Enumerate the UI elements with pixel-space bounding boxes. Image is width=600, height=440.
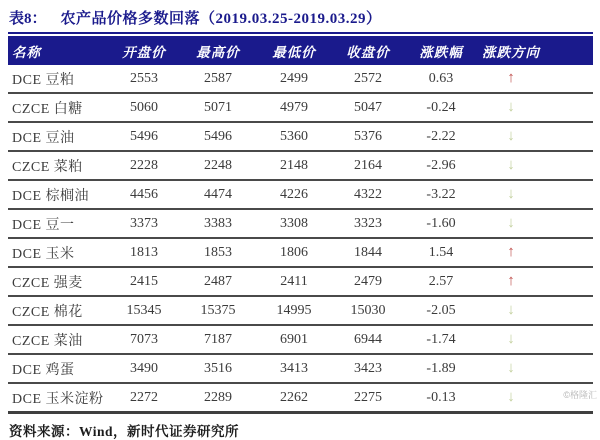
open-price: 15345: [108, 296, 180, 325]
low-price: 5360: [256, 122, 332, 151]
commodity-name: CZCE 白糖: [8, 93, 108, 122]
change-percent: -0.24: [404, 93, 478, 122]
commodity-name: DCE 玉米淀粉: [8, 383, 108, 413]
col-header-open: 开盘价: [122, 44, 166, 60]
change-percent: -0.13: [404, 383, 478, 413]
commodity-name: CZCE 棉花: [8, 296, 108, 325]
direction-cell: [478, 122, 593, 151]
low-price: 4226: [256, 180, 332, 209]
change-percent: -1.74: [404, 325, 478, 354]
high-price: 3383: [180, 209, 256, 238]
down-arrow-icon: ↓: [507, 185, 515, 202]
table-row: [8, 238, 593, 267]
low-price: 3413: [256, 354, 332, 383]
high-price: 4474: [180, 180, 256, 209]
direction-cell: [478, 296, 593, 325]
commodity-name: DCE 豆一: [8, 209, 108, 238]
table-row: [8, 267, 593, 296]
open-price: 2553: [108, 65, 180, 93]
high-price: 2587: [180, 65, 256, 93]
direction-cell: [478, 354, 593, 383]
high-price: 2248: [180, 151, 256, 180]
low-price: 2148: [256, 151, 332, 180]
close-price: 2479: [332, 267, 404, 296]
change-percent: -3.22: [404, 180, 478, 209]
col-header-name: 名称: [12, 44, 41, 60]
high-price: 5071: [180, 93, 256, 122]
price-table: [8, 36, 593, 414]
up-arrow-icon: ↑: [507, 243, 515, 260]
data-source: 资料来源：Wind，新时代证券研究所: [9, 424, 240, 439]
close-price: 15030: [332, 296, 404, 325]
col-header-low: 最低价: [272, 44, 316, 60]
change-percent: 1.54: [404, 238, 478, 267]
close-price: 5376: [332, 122, 404, 151]
table-row: [8, 383, 593, 413]
table-row: [8, 65, 593, 93]
high-price: 3516: [180, 354, 256, 383]
table-title-text: 农产品价格多数回落（2019.03.25-2019.03.29）: [60, 11, 382, 27]
change-percent: -2.05: [404, 296, 478, 325]
table-row: [8, 151, 593, 180]
table-row: [8, 209, 593, 238]
change-percent: 0.63: [404, 65, 478, 93]
change-percent: 2.57: [404, 267, 478, 296]
table-row: [8, 296, 593, 325]
low-price: 2411: [256, 267, 332, 296]
open-price: 1813: [108, 238, 180, 267]
table-row: [8, 180, 593, 209]
col-header-high: 最高价: [196, 44, 240, 60]
direction-cell: [478, 209, 593, 238]
table-row: [8, 354, 593, 383]
change-percent: -2.96: [404, 151, 478, 180]
change-percent: -2.22: [404, 122, 478, 151]
up-arrow-icon: ↑: [507, 272, 515, 289]
close-price: 2275: [332, 383, 404, 413]
table-row: [8, 93, 593, 122]
up-arrow-icon: ↑: [507, 69, 515, 86]
open-price: 7073: [108, 325, 180, 354]
commodity-name: CZCE 菜油: [8, 325, 108, 354]
open-price: 5060: [108, 93, 180, 122]
down-arrow-icon: ↓: [507, 98, 515, 115]
open-price: 5496: [108, 122, 180, 151]
low-price: 2499: [256, 65, 332, 93]
direction-cell: [478, 238, 593, 267]
commodity-name: DCE 鸡蛋: [8, 354, 108, 383]
commodity-name: DCE 豆油: [8, 122, 108, 151]
down-arrow-icon: ↓: [507, 388, 515, 405]
high-price: 2487: [180, 267, 256, 296]
open-price: 3490: [108, 354, 180, 383]
low-price: 4979: [256, 93, 332, 122]
table-body: [8, 65, 593, 413]
col-header-change: 涨跌幅: [419, 44, 463, 60]
down-arrow-icon: ↓: [507, 330, 515, 347]
title-divider: [8, 32, 593, 34]
direction-cell: [478, 93, 593, 122]
close-price: 1844: [332, 238, 404, 267]
low-price: 6901: [256, 325, 332, 354]
down-arrow-icon: ↓: [507, 359, 515, 376]
down-arrow-icon: ↓: [507, 127, 515, 144]
commodity-name: DCE 玉米: [8, 238, 108, 267]
high-price: 2289: [180, 383, 256, 413]
open-price: 2272: [108, 383, 180, 413]
direction-cell: [478, 267, 593, 296]
close-price: 2164: [332, 151, 404, 180]
open-price: 2415: [108, 267, 180, 296]
close-price: 3423: [332, 354, 404, 383]
col-header-direction: 涨跌方向: [482, 44, 540, 60]
table-title: [8, 5, 593, 32]
change-percent: -1.60: [404, 209, 478, 238]
down-arrow-icon: ↓: [507, 156, 515, 173]
direction-cell: [478, 65, 593, 93]
close-price: 3323: [332, 209, 404, 238]
close-price: 5047: [332, 93, 404, 122]
table-number-label: 表8：: [9, 11, 47, 27]
table-row: [8, 325, 593, 354]
col-header-close: 收盘价: [346, 44, 390, 60]
open-price: 4456: [108, 180, 180, 209]
low-price: 1806: [256, 238, 332, 267]
close-price: 2572: [332, 65, 404, 93]
commodity-name: CZCE 强麦: [8, 267, 108, 296]
open-price: 2228: [108, 151, 180, 180]
table-row: [8, 122, 593, 151]
low-price: 2262: [256, 383, 332, 413]
commodity-name: CZCE 菜粕: [8, 151, 108, 180]
high-price: 1853: [180, 238, 256, 267]
commodity-name: DCE 豆粕: [8, 65, 108, 93]
direction-cell: [478, 325, 593, 354]
down-arrow-icon: ↓: [507, 301, 515, 318]
close-price: 4322: [332, 180, 404, 209]
open-price: 3373: [108, 209, 180, 238]
low-price: 3308: [256, 209, 332, 238]
direction-cell: [478, 180, 593, 209]
high-price: 15375: [180, 296, 256, 325]
table-header-row: [8, 36, 593, 65]
watermark: ©格隆汇: [563, 390, 597, 400]
direction-cell: [478, 151, 593, 180]
down-arrow-icon: ↓: [507, 214, 515, 231]
high-price: 5496: [180, 122, 256, 151]
close-price: 6944: [332, 325, 404, 354]
low-price: 14995: [256, 296, 332, 325]
high-price: 7187: [180, 325, 256, 354]
commodity-name: DCE 棕榈油: [8, 180, 108, 209]
change-percent: -1.89: [404, 354, 478, 383]
